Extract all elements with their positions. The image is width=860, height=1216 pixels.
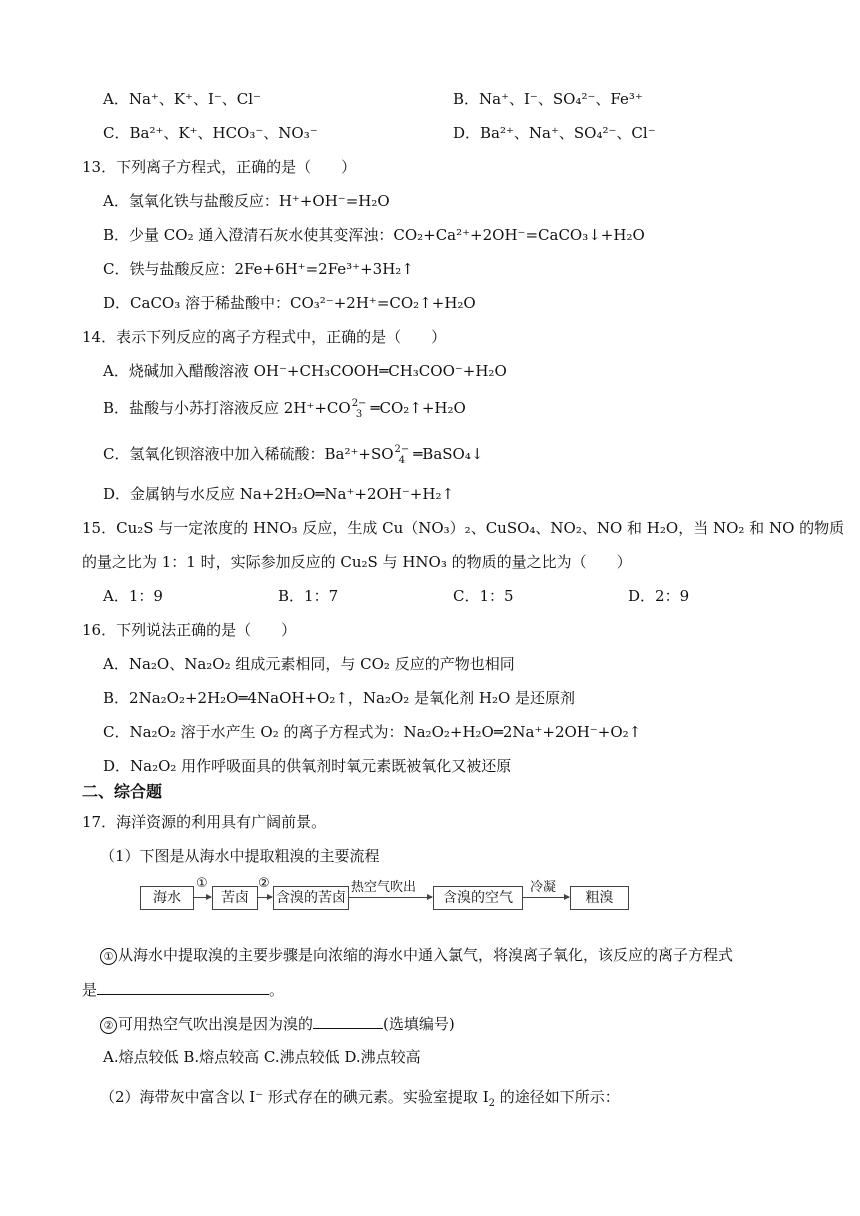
q14-c-prefix: C．氢氧化钡溶液中加入稀硫酸：Ba²⁺+SO <box>103 445 394 463</box>
q16-option-c: C．Na₂O₂ 溶于水产生 O₂ 的离子方程式为：Na₂O₂+H₂O═2Na⁺+2OH⁻+O₂↑ <box>103 723 642 741</box>
q17-part2 <box>100 1088 620 1113</box>
q14-c-charge <box>395 444 410 466</box>
flow-label-1: ① <box>196 876 208 891</box>
q12-option-a: A．Na⁺、K⁺、I⁻、Cl⁻ <box>103 90 261 108</box>
q12-option-c: C．Ba²⁺、K⁺、HCO₃⁻、NO₃⁻ <box>103 124 318 142</box>
q14-c-suffix: ═BaSO₄↓ <box>413 445 484 463</box>
q17-sub1-end: 。 <box>269 981 285 999</box>
flow-arrow-4 <box>523 897 569 898</box>
bromine-flow-diagram <box>140 876 640 912</box>
q14-option-b <box>103 398 466 420</box>
q14-c-sup: 2− <box>394 444 410 455</box>
q14-b-sup: 2− <box>351 398 367 409</box>
q15-stem-line2: 的量之比为 1：1 时，实际参加反应的 Cu₂S 与 HNO₃ 的物质的量之比为（ ） <box>82 553 632 571</box>
flow-label-2: ② <box>258 876 270 891</box>
q14-option-d: D．金属钠与水反应 Na+2H₂O═Na⁺+2OH⁻+H₂↑ <box>103 485 455 503</box>
q14-option-a: A．烧碱加入醋酸溶液 OH⁻+CH₃COOH═CH₃COO⁻+H₂O <box>103 362 507 380</box>
q14-b-charge <box>352 398 367 420</box>
q14-option-c <box>103 444 483 466</box>
q13-option-b: B．少量 CO₂ 通入澄清石灰水使其变浑浊：CO₂+Ca²⁺+2OH⁻=CaCO₃↓+H₂O <box>103 226 645 244</box>
flow-arrow-3 <box>349 897 432 898</box>
q12-option-d: D．Ba²⁺、Na⁺、SO₄²⁻、Cl⁻ <box>453 124 656 142</box>
flow-box-crude-bromine: 粗溴 <box>570 886 629 910</box>
q17-sub1-text: 从海水中提取溴的主要步骤是向浓缩的海水中通入氯气，将溴离子氧化，该反应的离子方程式 <box>118 946 734 964</box>
q16-option-d: D．Na₂O₂ 用作呼吸面具的供氧剂时氧元素既被氧化又被还原 <box>103 757 512 775</box>
q12-option-b: B．Na⁺、I⁻、SO₄²⁻、Fe³⁺ <box>453 90 643 108</box>
q17-part2-pre: （2）海带灰中富含以 I⁻ 形式存在的碘元素。实验室提取 I <box>100 1088 489 1106</box>
flow-box-bromine-bittern: 含溴的苦卤 <box>273 886 349 910</box>
q16-option-b: B．2Na₂O₂+2H₂O═4NaOH+O₂↑，Na₂O₂ 是氧化剂 H₂O 是还原剂 <box>103 689 576 707</box>
q13-option-a: A．氢氧化铁与盐酸反应：H⁺+OH⁻=H₂O <box>103 192 390 210</box>
q15-stem-line1: 15．Cu₂S 与一定浓度的 HNO₃ 反应，生成 Cu（NO₃）₂、CuSO₄、NO₂、NO 和 H₂O，当 NO₂ 和 NO 的物质 <box>82 519 845 537</box>
q17-sub2 <box>100 1014 455 1034</box>
flow-label-4: 冷凝 <box>530 880 557 895</box>
q17-part2-post: 的途径如下所示： <box>495 1088 620 1106</box>
q15-option-c: C．1：5 <box>453 587 514 605</box>
answer-blank-2[interactable] <box>313 1014 383 1029</box>
q17-part1: （1）下图是从海水中提取粗溴的主要流程 <box>100 847 380 865</box>
q17-sub2-text: 可用热空气吹出溴是因为溴的 <box>118 1015 314 1033</box>
q17-stem: 17．海洋资源的利用具有广阔前景。 <box>82 813 327 831</box>
q15-option-a: A．1：9 <box>103 587 163 605</box>
q17-sub1-line1 <box>100 946 733 965</box>
q16-stem: 16．下列说法正确的是（ ） <box>82 621 297 639</box>
q14-b-suffix: ═CO₂↑+H₂O <box>370 399 466 417</box>
q15-option-b: B．1：7 <box>278 587 339 605</box>
flow-label-3: 热空气吹出 <box>351 880 417 895</box>
q14-stem: 14．表示下列反应的离子方程式中，正确的是（ ） <box>82 328 447 346</box>
q14-b-sub: 3 <box>355 409 363 420</box>
q17-sub1-line2 <box>82 980 284 999</box>
q14-c-sub: 4 <box>398 455 406 466</box>
answer-blank-1[interactable] <box>97 980 269 995</box>
q16-option-a: A．Na₂O、Na₂O₂ 组成元素相同，与 CO₂ 反应的产物也相同 <box>103 655 515 673</box>
q14-b-prefix: B．盐酸与小苏打溶液反应 2H⁺+CO <box>103 399 351 417</box>
q13-option-d: D．CaCO₃ 溶于稀盐酸中：CO₃²⁻+2H⁺=CO₂↑+H₂O <box>103 294 476 312</box>
q17-sub2-mark: ② <box>100 1017 117 1034</box>
flow-box-bromine-air: 含溴的空气 <box>433 886 523 910</box>
q15-option-d: D．2：9 <box>628 587 690 605</box>
flow-arrow-1 <box>194 897 211 898</box>
q13-stem: 13．下列离子方程式，正确的是（ ） <box>82 158 357 176</box>
q17-sub1-lead: 是 <box>82 981 98 999</box>
q17-part2-sub: 2 <box>488 1098 495 1109</box>
q17-sub2-end: (选填编号) <box>383 1015 455 1033</box>
q17-sub1-mark: ① <box>100 948 117 965</box>
flow-arrow-2 <box>258 897 272 898</box>
flow-box-bittern: 苦卤 <box>212 886 258 910</box>
flow-box-seawater: 海水 <box>140 886 194 910</box>
section-heading: 二、综合题 <box>82 782 163 801</box>
q13-option-c: C．铁与盐酸反应：2Fe+6H⁺=2Fe³⁺+3H₂↑ <box>103 260 414 278</box>
q17-options: A.熔点较低 B.熔点较高 C.沸点较低 D.沸点较高 <box>103 1048 421 1066</box>
